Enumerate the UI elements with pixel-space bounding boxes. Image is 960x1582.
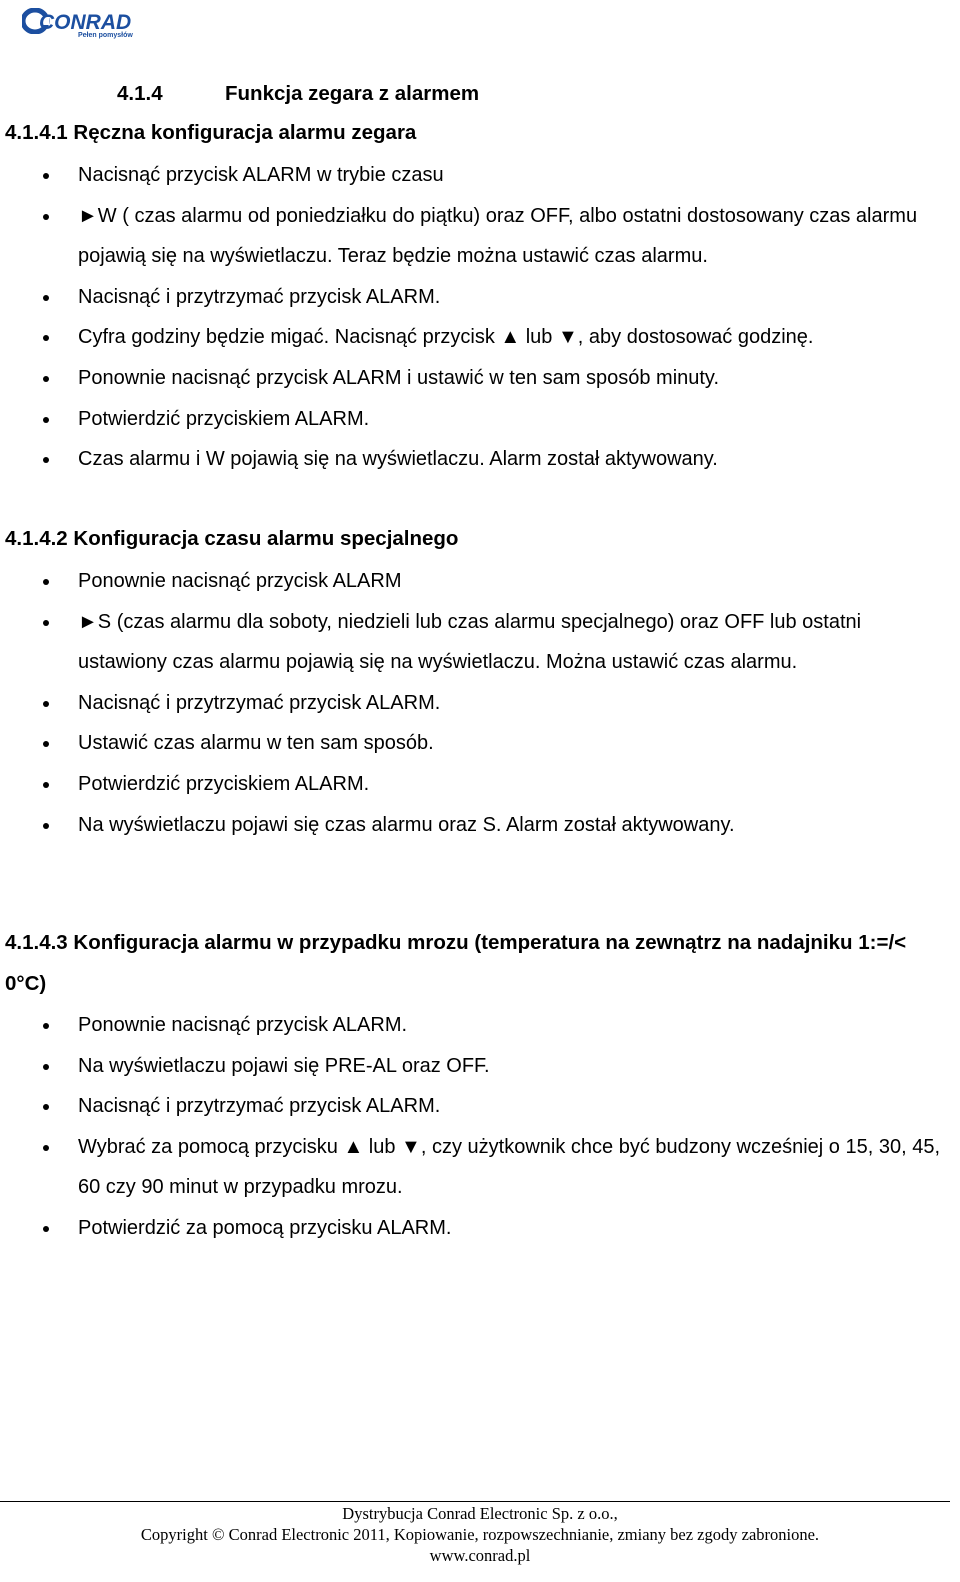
bullet-icon <box>43 741 49 747</box>
bullet-icon <box>43 376 49 382</box>
bullet-list-1 <box>0 155 960 480</box>
list-item: Czas alarmu i W pojawią się na wyświetlaczu. Alarm został aktywowany. <box>0 439 960 480</box>
list-item: Ponownie nacisnąć przycisk ALARM <box>0 561 960 602</box>
bullet-icon <box>43 173 49 179</box>
bullet-icon <box>43 1145 49 1151</box>
footer-distributor: Dystrybucja Conrad Electronic Sp. z o.o., <box>342 1504 618 1523</box>
bullet-icon <box>43 1226 49 1232</box>
subsection-heading-2: 4.1.4.2 Konfiguracja czasu alarmu specjalnego <box>5 527 459 550</box>
bullet-list-2 <box>0 561 960 845</box>
bullet-icon <box>43 823 49 829</box>
section-heading <box>117 82 479 106</box>
bullet-icon <box>43 1023 49 1029</box>
list-item: Ponownie nacisnąć przycisk ALARM. <box>0 1005 960 1046</box>
list-item: ►W ( czas alarmu od poniedziałku do piątku) oraz OFF, albo ostatni dostosowany czas alarmu pojawią się na wyświetlaczu. Teraz będzie można ustawić czas alarmu. <box>0 196 960 277</box>
list-item: Ponownie nacisnąć przycisk ALARM i ustawić w ten sam sposób minuty. <box>0 358 960 399</box>
list-item: Na wyświetlaczu pojawi się PRE-AL oraz OFF. <box>0 1046 960 1087</box>
list-item: Ustawić czas alarmu w ten sam sposób. <box>0 723 960 764</box>
bullet-icon <box>43 1064 49 1070</box>
conrad-logo <box>22 8 142 44</box>
list-item: Potwierdzić przyciskiem ALARM. <box>0 399 960 440</box>
bullet-icon <box>43 457 49 463</box>
list-item: Cyfra godziny będzie migać. Nacisnąć przycisk ▲ lub ▼, aby dostosować godzinę. <box>0 317 960 358</box>
section-title: Funkcja zegara z alarmem <box>225 82 480 105</box>
subsection-heading-1: 4.1.4.1 Ręczna konfiguracja alarmu zegara <box>5 121 417 144</box>
list-item: Nacisnąć przycisk ALARM w trybie czasu <box>0 155 960 196</box>
subsection-heading-3: 4.1.4.3 Konfiguracja alarmu w przypadku mrozu (temperatura na zewnątrz na nadajniku 1:=/< 0°C) <box>5 931 907 995</box>
bullet-icon <box>43 1104 49 1110</box>
bullet-icon <box>43 782 49 788</box>
list-item: Nacisnąć i przytrzymać przycisk ALARM. <box>0 1086 960 1127</box>
bullet-icon <box>43 579 49 585</box>
list-item: Wybrać za pomocą przycisku ▲ lub ▼, czy użytkownik chce być budzony wcześniej o 15, 30, 45, 60 czy 90 minut w przypadku mrozu. <box>0 1127 960 1208</box>
list-item: Potwierdzić za pomocą przycisku ALARM. <box>0 1208 960 1249</box>
conrad-logo-graphic <box>22 8 142 34</box>
logo-tagline: Pełen pomysłów <box>78 32 133 39</box>
list-item: ►S (czas alarmu dla soboty, niedzieli lub czas alarmu specjalnego) oraz OFF lub ostatni ustawiony czas alarmu pojawią się na wyświetlaczu. Można ustawić czas alarmu. <box>0 602 960 683</box>
logo-wordmark: CONRAD <box>39 11 132 34</box>
bullet-icon <box>43 214 49 220</box>
bullet-icon <box>43 335 49 341</box>
footer <box>0 1503 960 1566</box>
list-item: Nacisnąć i przytrzymać przycisk ALARM. <box>0 683 960 724</box>
bullet-list-3 <box>0 1005 960 1249</box>
footer-divider <box>0 1501 950 1502</box>
bullet-icon <box>43 295 49 301</box>
bullet-icon <box>43 417 49 423</box>
bullet-icon <box>43 701 49 707</box>
bullet-icon <box>43 620 49 626</box>
section-number: 4.1.4 <box>117 82 163 105</box>
list-item: Nacisnąć i przytrzymać przycisk ALARM. <box>0 277 960 318</box>
footer-copyright: Copyright © Conrad Electronic 2011, Kopiowanie, rozpowszechnianie, zmiany bez zgody zabronione. <box>140 1525 820 1544</box>
list-item: Na wyświetlaczu pojawi się czas alarmu oraz S. Alarm został aktywowany. <box>0 805 960 846</box>
footer-website: www.conrad.pl <box>429 1546 531 1565</box>
list-item: Potwierdzić przyciskiem ALARM. <box>0 764 960 805</box>
